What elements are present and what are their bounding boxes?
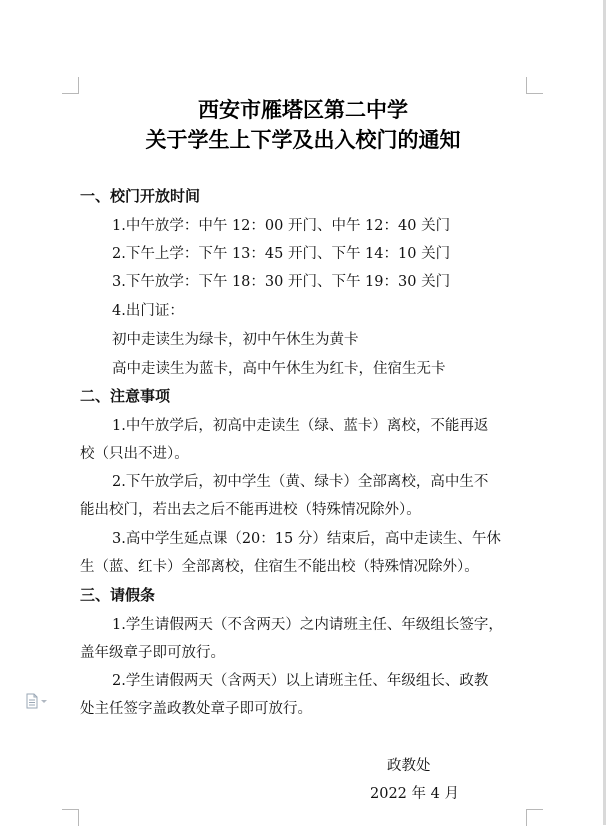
section-heading-gate-hours: 一、校门开放时间 bbox=[80, 187, 201, 205]
crop-mark-top-right bbox=[526, 77, 543, 94]
list-item: 初中走读生为绿卡，初中午休生为黄卡 bbox=[112, 332, 359, 348]
paragraph-line: 生（蓝、红卡）全部离校，住宿生不能出校（特殊情况除外）。 bbox=[80, 559, 479, 575]
document-title-line2: 关于学生上下学及出入校门的通知 bbox=[145, 127, 461, 152]
paragraph-line: 校（只出不进）。 bbox=[80, 446, 189, 462]
section-heading-leave: 三、请假条 bbox=[80, 586, 156, 604]
list-item: 4.出门证： bbox=[112, 303, 184, 319]
issuing-department: 政教处 bbox=[387, 758, 431, 774]
paragraph-line: 2.学生请假两天（含两天）以上请班主任、年级组长、政教 bbox=[112, 673, 489, 689]
crop-mark-bottom-right bbox=[526, 809, 543, 826]
list-item: 2.下午上学：下午 13：45 开门、下午 14：10 关门 bbox=[112, 246, 451, 262]
list-item: 高中走读生为蓝卡，高中午休生为红卡，住宿生无卡 bbox=[112, 361, 446, 377]
paragraph-line: 2.下午放学后，初中学生（黄、绿卡）全部离校，高中生不 bbox=[112, 474, 489, 490]
paragraph-line: 1.学生请假两天（不含两天）之内请班主任、年级组长签字， bbox=[112, 617, 503, 633]
section-heading-notes: 二、注意事项 bbox=[80, 387, 171, 405]
list-item: 3.下午放学：下午 18：30 开门、下午 19：30 关门 bbox=[112, 274, 451, 290]
paragraph-line: 3.高中学生延点课（20：15 分）结束后，高中走读生、午休 bbox=[112, 531, 501, 547]
document-title-line1: 西安市雁塔区第二中学 bbox=[198, 97, 408, 122]
issue-date: 2022 年 4 月 bbox=[370, 786, 459, 802]
list-item: 1.中午放学：中午 12：00 开门、中午 12：40 关门 bbox=[112, 218, 451, 234]
paragraph-line: 处主任签字盖政教处章子即可放行。 bbox=[80, 701, 312, 717]
paragraph-line: 能出校门，若出去之后不能再进校（特殊情况除外）。 bbox=[80, 502, 421, 518]
crop-mark-top-left bbox=[62, 77, 79, 94]
paragraph-line: 1.中午放学后，初高中走读生（绿、蓝卡）离校，不能再返 bbox=[112, 418, 489, 434]
paste-options-icon[interactable] bbox=[25, 693, 49, 709]
paragraph-line: 盖年级章子即可放行。 bbox=[80, 645, 225, 661]
crop-mark-bottom-left bbox=[62, 809, 79, 826]
